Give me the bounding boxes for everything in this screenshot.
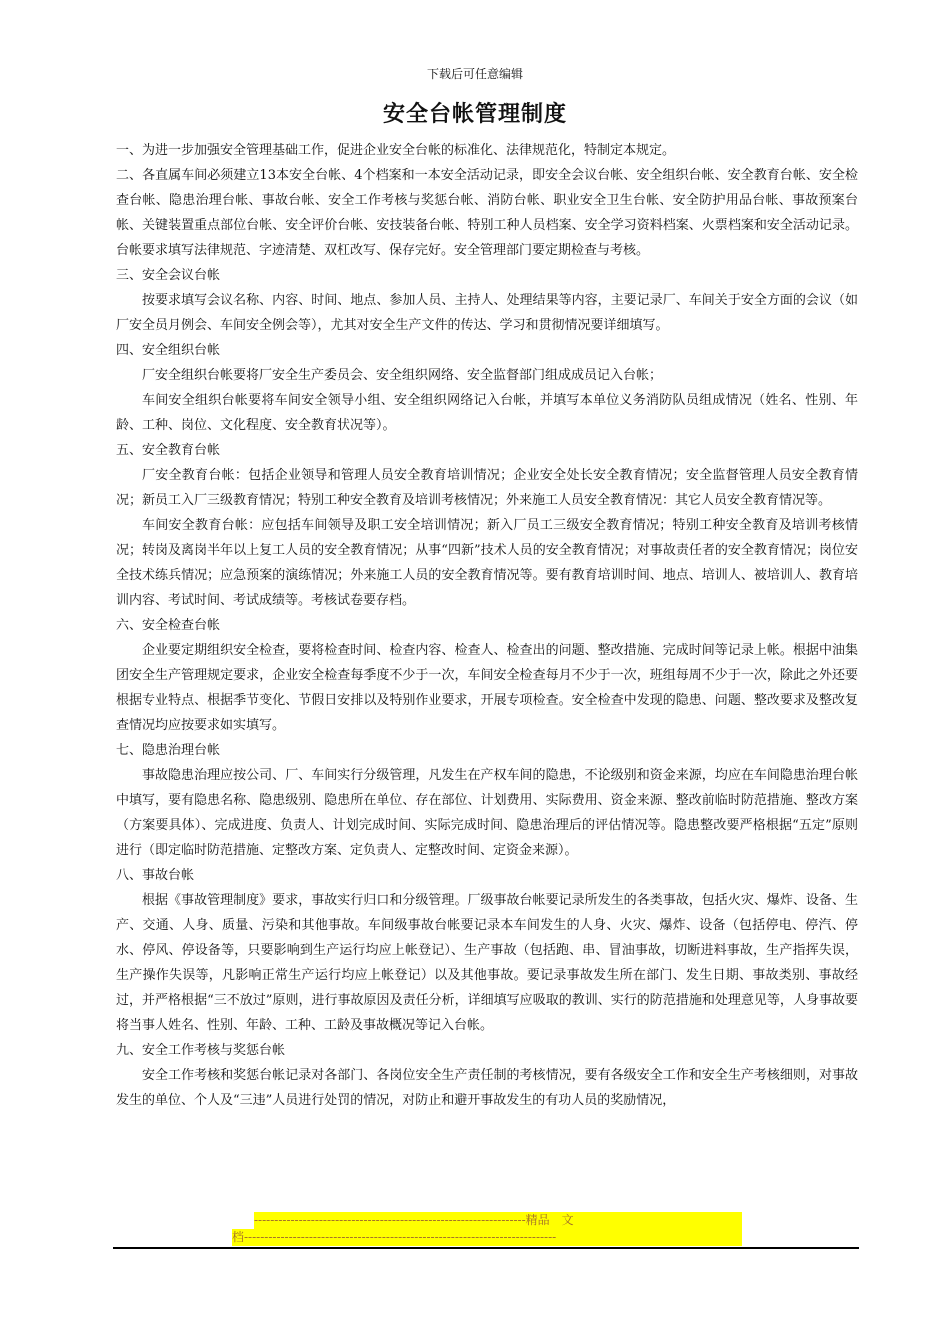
paragraph-hazard: 事故隐患治理应按公司、厂、车间实行分级管理，凡发生在产权车间的隐患，不论级别和资金来源，均应在车间隐患治理台帐中填写，要有隐患名称、隐患级别、隐患所在单位、存在部位、计划费用、实际费用、资金来源、整改前临时防范措施、整改方案（方案要具体）、完成进度、负责人、计划完成时间、实际完成时间、隐患治理后的评估情况等。隐患整改要严格根据“五定”原则进行（即定临时防范措施、定整改方案、定负责人、定整改时间、定资金来源）。 [116, 768, 858, 858]
paragraph-purpose: 一、为进一步加强安全管理基础工作，促进企业安全台帐的标准化、法律规范化，特制定本规定。 [116, 143, 676, 158]
paragraph-organization-plant: 厂安全组织台帐要将厂安全生产委员会、安全组织网络、安全监督部门组成成员记入台帐； [142, 368, 663, 383]
paragraph-accident: 根据《事故管理制度》要求，事故实行归口和分级管理。厂级事故台帐要记录所发生的各类事故，包括火灾、爆炸、设备、生产、交通、人身、质量、污染和其他事故。车间级事故台帐要记录本车间发生的人身、火灾、爆炸、设备（包括停电、停汽、停水、停风、停设备等，只要影响到生产运行均应上帐登记）、生产事故（包括跑、串、冒油事故，切断进料事故，生产指挥失误，生产操作失误等，凡影响正常生产运行均应上帐登记）以及其他事故。要记录事故发生所在部门、发生日期、事故类别、事故经过，并严格根据“三不放过”原则，进行事故原因及责任分析，详细填写应吸取的教训、实行的防范措施和处理意见等，人身事故要将当事人姓名、性别、年龄、工种、工龄及事故概况等记入台帐。 [116, 893, 858, 1033]
paragraph-inspection: 企业要定期组织安全检查，要将检查时间、检查内容、检查人、检查出的问题、整改措施、完成时间等记录上帐。根据中油集团安全生产管理规定要求，企业安全检查每季度不少于一次，车间安全检查每月不少于一次，班组每周不少于一次，除此之外还要根据专业特点、根据季节变化、节假日安排以及特别作业要求，开展专项检查。安全检查中发现的隐患、问题、整改要求及整改复查情况均应按要求如实填写。 [116, 643, 858, 733]
footer-band-line-1: -------------------------------------------------------------------精品 文 [254, 1212, 742, 1229]
paragraph-assessment: 安全工作考核和奖惩台帐记录对各部门、各岗位安全生产责任制的考核情况，要有各级安全工作和安全生产考核细则，对事故发生的单位、个人及“三违”人员进行处罚的情况，对防止和避开事故发生的有功人员的奖励情况， [116, 1068, 858, 1108]
paragraph-ledger-list: 二、各直属车间必须建立13本安全台帐、4个档案和一本安全活动记录，即安全会议台帐、安全组织台帐、安全教育台帐、安全检查台帐、隐患治理台帐、事故台帐、安全工作考核与奖惩台帐、消防台帐、职业安全卫生台帐、安全防护用品台帐、事故预案台帐、关键装置重点部位台帐、安全评价台帐、安技装备台帐、特别工种人员档案、安全学习资料档案、火票档案和安全活动记录。台帐要求填写法律规范、字迹清楚、双杠改写、保存完好。安全管理部门要定期检查与考核。 [116, 168, 858, 258]
section-heading-meeting: 三、安全会议台帐 [116, 268, 221, 283]
section-heading-accident: 八、事故台帐 [116, 868, 195, 883]
footer-rule [113, 1247, 859, 1249]
section-heading-inspection: 六、安全检查台帐 [116, 618, 221, 633]
header-note: 下载后可任意编辑 [426, 67, 523, 81]
paragraph-meeting: 按要求填写会议名称、内容、时间、地点、参加人员、主持人、处理结果等内容，主要记录厂、车间关于安全方面的会议（如厂安全员月例会、车间安全例会等），尤其对安全生产文件的传达、学习和贯彻情况要详细填写。 [116, 293, 858, 333]
paragraph-education-plant: 厂安全教育台帐：包括企业领导和管理人员安全教育培训情况；企业安全处长安全教育情况；安全监督管理人员安全教育情况；新员工入厂三级教育情况；特别工种安全教育及培训考核情况；外来施工人员安全教育情况：其它人员安全教育情况等。 [116, 468, 858, 508]
footer-watermark-band [232, 1212, 742, 1246]
paragraph-education-workshop: 车间安全教育台帐：应包括车间领导及职工安全培训情况；新入厂员工三级安全教育情况；特别工种安全教育及培训考核情况；转岗及离岗半年以上复工人员的安全教育情况；从事“四新”技术人员的安全教育情况；对事故责任者的安全教育情况；岗位安全技术练兵情况；应急预案的演练情况；外来施工人员的安全教育情况等。要有教育培训时间、地点、培训人、被培训人、教育培训内容、考试时间、考试成绩等。考核试卷要存档。 [116, 518, 858, 608]
footer-band-line-2: 档----------------------------------------------------------------------------- [232, 1229, 742, 1246]
document-title: 安全台帐管理制度 [382, 102, 567, 127]
section-heading-education: 五、安全教育台帐 [116, 443, 221, 458]
section-heading-assessment: 九、安全工作考核与奖惩台帐 [116, 1043, 286, 1058]
section-heading-organization: 四、安全组织台帐 [116, 343, 221, 358]
document-body [116, 138, 858, 1113]
paragraph-organization-workshop: 车间安全组织台帐要将车间安全领导小组、安全组织网络记入台帐，并填写本单位义务消防队员组成情况（姓名、性别、年龄、工种、岗位、文化程度、安全教育状况等）。 [116, 393, 858, 433]
section-heading-hazard: 七、隐患治理台帐 [116, 743, 221, 758]
